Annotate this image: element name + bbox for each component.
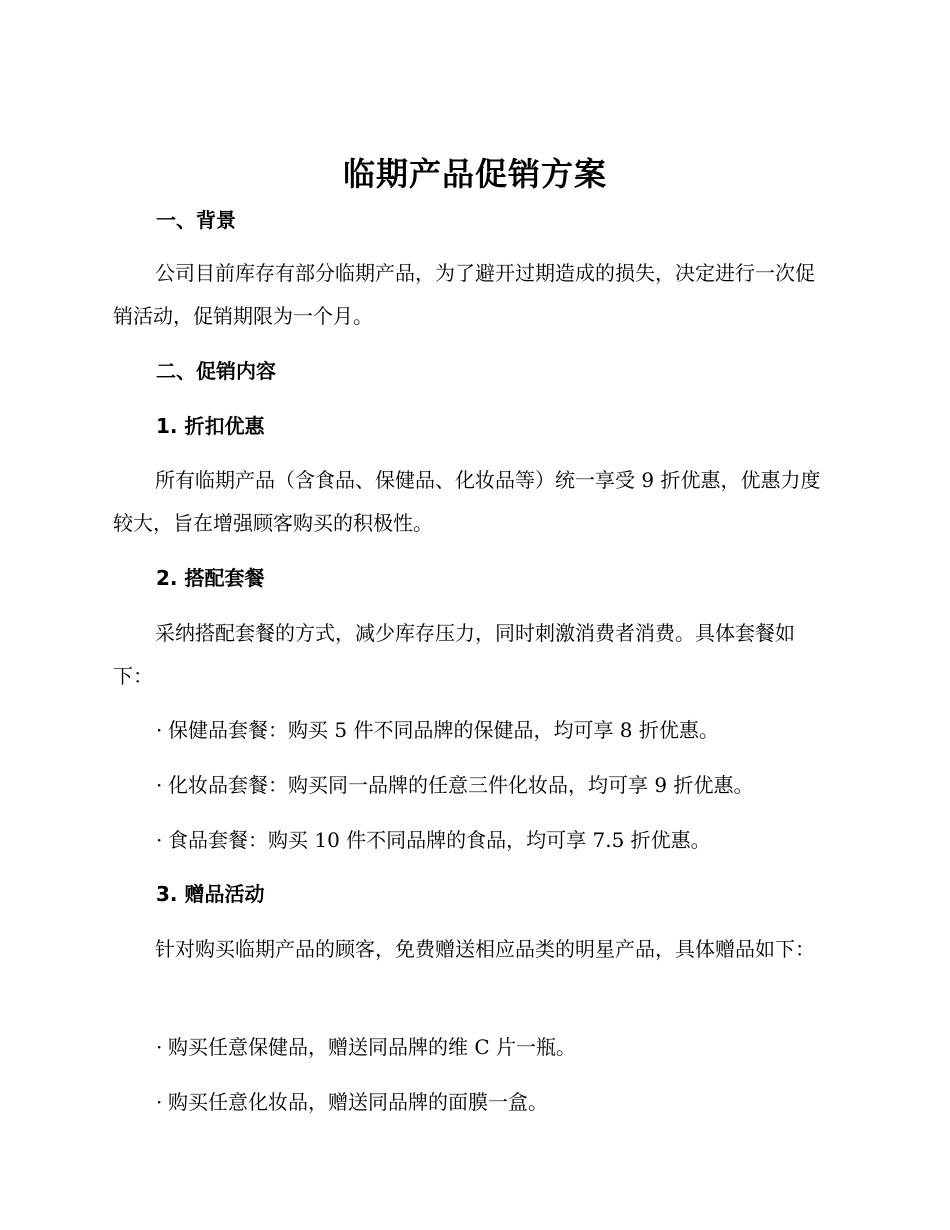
gift-paragraph: 针对购买临期产品的顾客，免费赠送相应品类的明星产品，具体赠品如下： bbox=[155, 937, 815, 961]
discount-paragraph: 所有临期产品（含食品、保健品、化妆品等）统一享受 9 折优惠，优惠力度较大，旨在增强顾客购买的积极性。 bbox=[113, 468, 821, 535]
list-item-text: 化妆品套餐：购买同一品牌的任意三件化妆品，均可享 9 折优惠。 bbox=[168, 773, 754, 797]
document-title: 临期产品促销方案 bbox=[342, 155, 607, 193]
section-heading-background: 一、背景 bbox=[156, 208, 236, 232]
list-item bbox=[156, 1088, 548, 1116]
bullet-dot: · bbox=[156, 773, 163, 797]
list-item bbox=[156, 1033, 576, 1061]
subheading-discount: 1. 折扣优惠 bbox=[156, 414, 265, 438]
bullet-dot: · bbox=[156, 718, 163, 742]
list-item-text: 保健品套餐：购买 5 件不同品牌的保健品，均可享 8 折优惠。 bbox=[168, 718, 719, 742]
background-paragraph: 公司目前库存有部分临期产品，为了避开过期造成的损失，决定进行一次促销活动，促销期限为一个月。 bbox=[113, 261, 815, 328]
list-item bbox=[156, 771, 753, 799]
bullet-dot: · bbox=[156, 1035, 163, 1059]
bullet-dot: · bbox=[156, 828, 163, 852]
list-item-text: 食品套餐：购买 10 件不同品牌的食品，均可享 7.5 折优惠。 bbox=[168, 828, 711, 852]
list-item bbox=[156, 716, 719, 744]
bullet-dot: · bbox=[156, 1090, 163, 1114]
list-item bbox=[156, 826, 711, 854]
section-heading-content: 二、促销内容 bbox=[156, 359, 276, 383]
subheading-bundle: 2. 搭配套餐 bbox=[156, 566, 265, 590]
list-item-text: 购买任意保健品，赠送同品牌的维 C 片一瓶。 bbox=[168, 1035, 577, 1059]
list-item-text: 购买任意化妆品，赠送同品牌的面膜一盒。 bbox=[168, 1090, 548, 1114]
bundle-paragraph: 采纳搭配套餐的方式，减少库存压力，同时刺激消费者消费。具体套餐如下： bbox=[113, 621, 795, 688]
subheading-gift: 3. 赠品活动 bbox=[156, 882, 265, 906]
